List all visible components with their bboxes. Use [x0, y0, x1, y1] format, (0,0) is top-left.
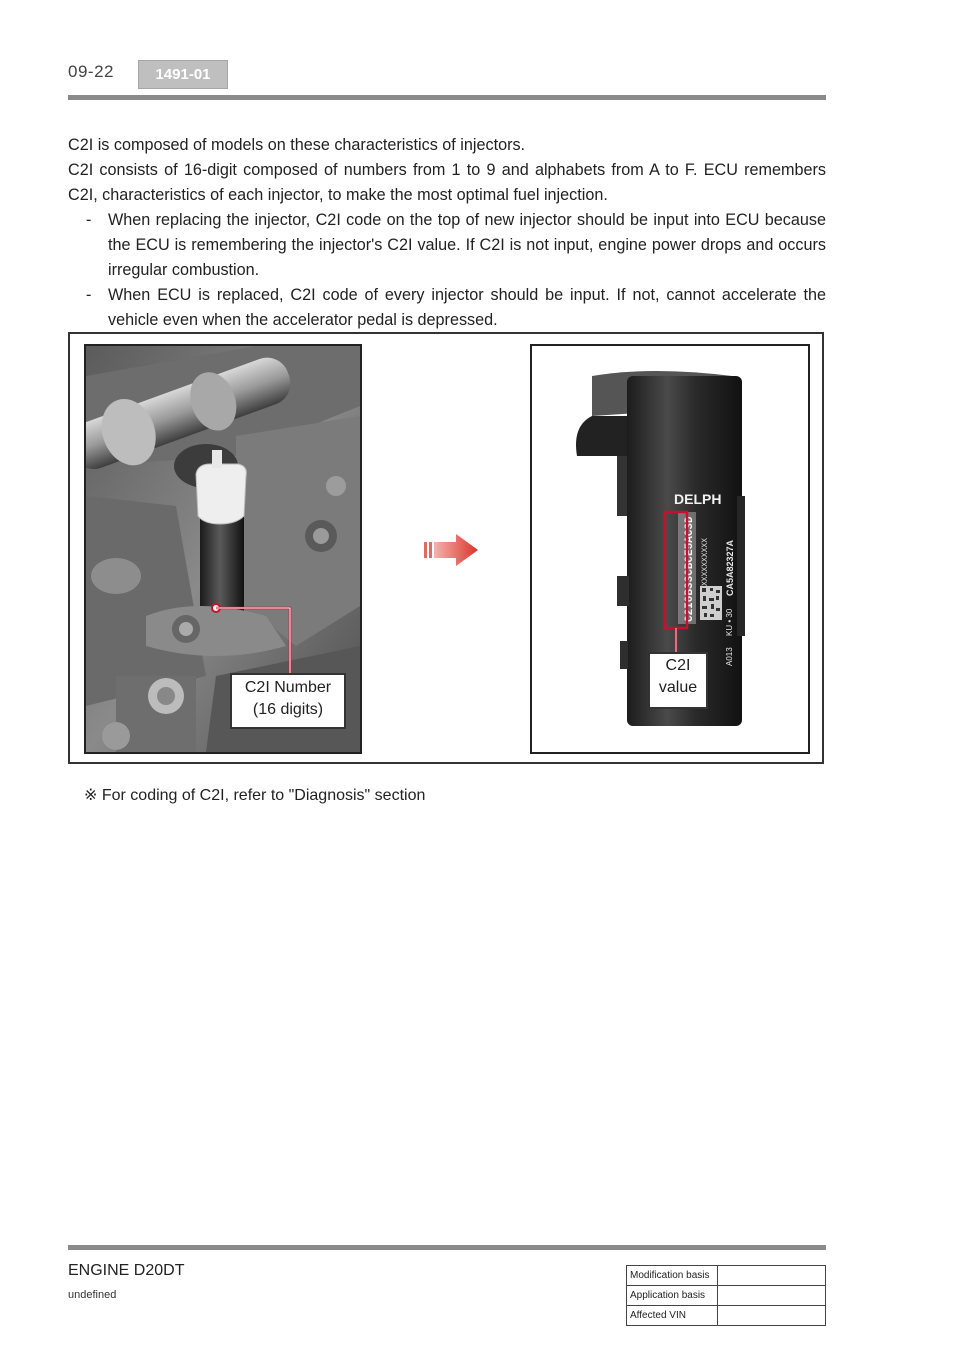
bullet-dash: - — [86, 211, 92, 229]
body-text — [68, 133, 826, 333]
callout-line-2: (16 digits) — [252, 701, 324, 718]
table-cell-value — [718, 1286, 826, 1306]
c2i-description-paragraph: C2I consists of 16-digit composed of numbers from 1 to 9 and alphabets from A to F. ECU remembers C2I, characteristics of each injector, to make the most optimal fuel injection. — [68, 161, 826, 204]
page-number: 09-22 — [68, 62, 114, 81]
header-rule — [68, 95, 826, 100]
revision-table — [626, 1265, 826, 1326]
serial-placeholder-text: XXXXXXXXXX — [701, 537, 710, 586]
bullet-text: When replacing the injector, C2I code on the top of new injector should be input into ECU because the ECU is remembering the injector's C2I value. If C2I is not input, engine power drops and occurs irregular combustion. — [108, 211, 826, 279]
table-row — [627, 1306, 826, 1326]
bullet-dash: - — [86, 286, 92, 304]
section-code-badge: 1491-01 — [138, 60, 228, 89]
footer-title: ENGINE D20DT — [68, 1262, 185, 1279]
c2i-number-callout — [230, 673, 346, 729]
diagnosis-reference-note: ※ For coding of C2I, refer to "Diagnosis" section — [84, 787, 426, 804]
table-cell-label: Modification basis — [627, 1266, 718, 1286]
batch-text: KU ▪ 30 — [725, 608, 734, 636]
table-cell-label: Affected VIN — [627, 1306, 718, 1326]
table-row — [627, 1286, 826, 1306]
arrow-right-icon — [424, 530, 480, 570]
part-number-text: CA5A82327A — [725, 539, 735, 596]
callout-line-2: value — [658, 679, 698, 696]
date-code-text: A013 — [725, 647, 734, 666]
callout-line-1: C2I Number — [244, 679, 332, 696]
bullet-item — [86, 283, 826, 333]
table-row — [627, 1266, 826, 1286]
table-cell-value — [718, 1306, 826, 1326]
footer-subtitle: undefined — [68, 1289, 117, 1301]
table-cell-label: Application basis — [627, 1286, 718, 1306]
bullet-text: When ECU is replaced, C2I code of every injector should be input. If not, cannot accelerate the vehicle even when the accelerator pedal is depressed. — [108, 286, 826, 329]
c2i-value-callout — [648, 652, 708, 709]
intro-paragraph: C2I is composed of models on these characteristics of injectors. — [68, 136, 526, 154]
injector-brand-text: DELPH — [674, 491, 722, 507]
callout-line-1: C2I — [665, 657, 691, 674]
table-cell-value — [718, 1266, 826, 1286]
c2i-code-text: C2I0B33CBCE5AC3D — [684, 516, 696, 622]
footer-rule — [68, 1245, 826, 1250]
bullet-item — [86, 208, 826, 283]
